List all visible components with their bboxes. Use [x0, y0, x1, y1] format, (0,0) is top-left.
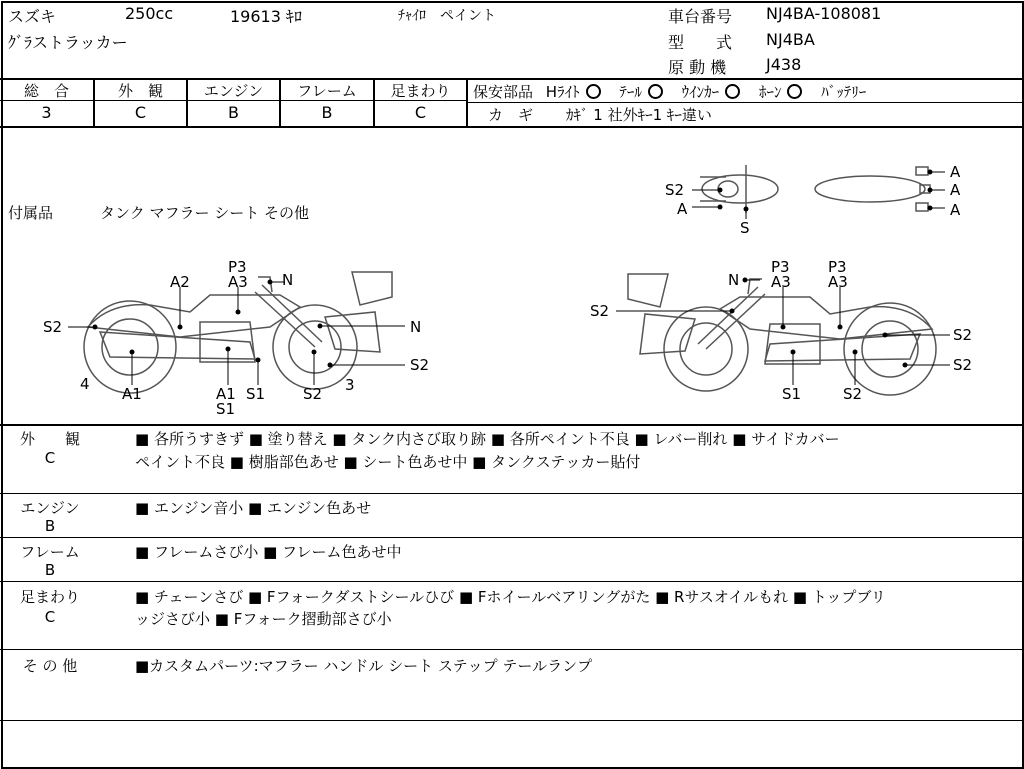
remark-label-other: そ の 他: [22, 657, 78, 675]
diagram-label: S2: [410, 356, 430, 374]
diagram-label: A1: [122, 385, 142, 403]
diagram-label: S2: [590, 302, 610, 320]
divider: [0, 493, 1024, 494]
remark-line: ペイント不良 ■ 樹脂部色あせ ■ シート色あせ中 ■ タンクステッカー貼付: [135, 453, 641, 471]
color: ﾁｬｲﾛ ペイント: [398, 8, 496, 24]
remark-label-suspension: 足まわり: [19, 588, 80, 606]
diagram-label: A2: [170, 273, 190, 291]
diagram-label: A: [950, 181, 961, 199]
horn-label: ﾎｰﾝ: [758, 83, 782, 101]
diagram-label: S2: [665, 181, 685, 199]
diagram-label: S2: [953, 356, 973, 374]
remark-line: ■ フレームさび小 ■ フレーム色あせ中: [135, 543, 402, 561]
frame-label: フレーム: [297, 82, 357, 100]
engine-label: エンジン: [203, 82, 264, 100]
diagram-label: S1: [246, 385, 266, 403]
remark-line: ■カスタムパーツ:マフラー ハンドル シート ステップ テールランプ: [135, 657, 593, 675]
exterior-grade: C: [134, 103, 147, 122]
type-value: NJ4BA: [766, 30, 815, 49]
diagram-label: S2: [843, 385, 863, 403]
diagram-label: S1: [216, 400, 236, 418]
safety-parts: [473, 81, 866, 102]
divider: [0, 581, 1024, 582]
divider: [0, 649, 1024, 650]
diagram-label: S2: [43, 318, 63, 336]
keys-label: カ ギ: [488, 106, 534, 124]
diagram-label: P3: [228, 258, 247, 276]
ok-circle-icon: [725, 84, 740, 99]
frame-number-value: NJ4BA-108081: [766, 4, 882, 23]
remark-line: ■ チェーンさび ■ Fフォークダストシールひび ■ Fホイールベアリングがた ■ Rサスオイルもれ ■ トップブリ: [135, 588, 886, 606]
divider: [468, 102, 1024, 103]
diagram-label: A3: [228, 273, 248, 291]
diagram-label: S1: [782, 385, 802, 403]
diagram-label: N: [410, 318, 422, 336]
diagram-label: P3: [771, 258, 790, 276]
model-name: ｸﾞﾗストラッカー: [8, 33, 128, 52]
tail-label: ﾃｰﾙ: [619, 83, 642, 101]
diagram-label: N: [728, 271, 740, 289]
remark-label-engine: エンジン: [20, 499, 80, 517]
mileage: 19613 ｷﾛ: [230, 7, 302, 26]
diagram-label: A: [950, 201, 961, 219]
overall-grade: 3: [41, 103, 52, 122]
battery-label: ﾊﾞｯﾃﾘｰ: [821, 83, 867, 101]
diagram-label: A: [950, 163, 961, 181]
ok-circle-icon: [787, 84, 802, 99]
suspension-grade: C: [414, 103, 427, 122]
remark-line: ■ 各所うすきず ■ 塗り替え ■ タンク内さび取り跡 ■ 各所ペイント不良 ■ レバー削れ ■ サイドカバー: [135, 430, 840, 448]
engine-model-label: 原 動 機: [668, 58, 727, 77]
accessories-label: 付属品: [8, 204, 54, 222]
diagram-label: A3: [828, 273, 848, 291]
keys-value: ｶｷﾞ 1 社外ｷｰ1 ｷｰ違い: [566, 106, 712, 124]
remark-grade-frame: B: [44, 561, 56, 579]
overall-label: 総 合: [23, 82, 69, 100]
remark-grade-suspension: C: [44, 608, 56, 626]
suspension-label: 足まわり: [390, 82, 451, 100]
safety-label: 保安部品: [473, 83, 534, 101]
diagram-label: 3: [345, 376, 355, 394]
remark-grade-engine: B: [44, 517, 56, 535]
divider: [466, 78, 468, 126]
maker: スズキ: [8, 7, 57, 26]
damage-diagram: [0, 127, 1024, 427]
headlight-label: Hﾗｲﾄ: [545, 83, 580, 101]
diagram-label: S2: [953, 326, 973, 344]
remark-label-frame: フレーム: [20, 543, 80, 561]
engine-model-value: J438: [766, 55, 802, 74]
remark-grade-exterior: C: [44, 449, 56, 467]
type-label: 型 式: [668, 33, 733, 52]
exterior-label: 外 観: [117, 82, 163, 100]
diagram-label: A3: [771, 273, 791, 291]
divider: [0, 537, 1024, 538]
remark-label-exterior: 外 観: [19, 430, 80, 448]
engine-grade: B: [228, 103, 239, 122]
diagram-label: S: [740, 219, 750, 237]
remark-line: ■ エンジン音小 ■ エンジン色あせ: [135, 499, 372, 517]
frame-number-label: 車台番号: [668, 7, 733, 26]
ok-circle-icon: [648, 84, 663, 99]
frame-grade: B: [321, 103, 333, 122]
accessories-value: タンク マフラー シート その他: [100, 204, 310, 222]
diagram-label: N: [282, 271, 294, 289]
diagram-label: A1: [216, 385, 236, 403]
diagram-label: P3: [828, 258, 847, 276]
diagram-label: 4: [80, 375, 90, 393]
winker-label: ｳｲﾝｶｰ: [681, 83, 720, 101]
ok-circle-icon: [586, 84, 601, 99]
displacement: 250cc: [125, 4, 174, 23]
diagram-label: S2: [303, 385, 323, 403]
divider: [0, 720, 1024, 721]
diagram-label: A: [677, 200, 688, 218]
remark-line: ッジさび小 ■ Fフォーク摺動部さび小: [135, 610, 392, 628]
